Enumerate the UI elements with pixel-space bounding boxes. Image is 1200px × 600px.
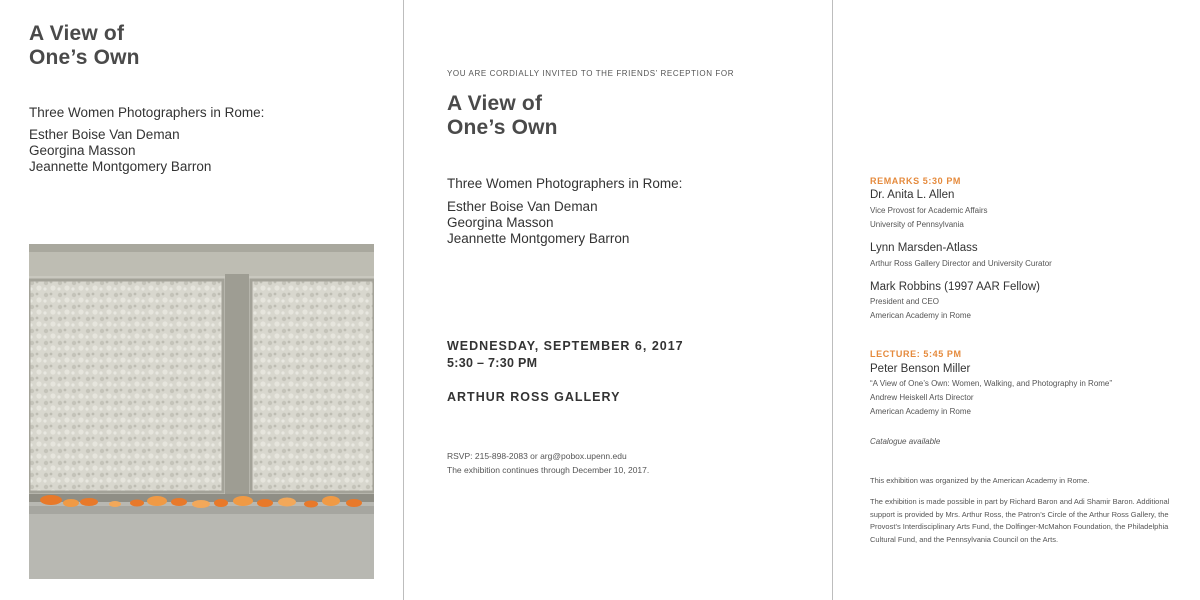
exhibition-title xyxy=(447,92,558,140)
exhibition-dates-line: The exhibition continues through December 10, 2017. xyxy=(447,465,650,475)
event-time: 5:30 – 7:30 PM xyxy=(447,356,538,370)
speaker-role: American Academy in Rome xyxy=(870,311,971,320)
speaker-roles xyxy=(870,295,1195,323)
exhibition-subtitle: Three Women Photographers in Rome: xyxy=(447,176,683,191)
lecturer-name: Peter Benson Miller xyxy=(870,363,971,375)
stone-block-right xyxy=(251,280,374,492)
invitation-panel xyxy=(403,0,832,600)
speaker-roles xyxy=(870,257,1195,271)
speaker-roles xyxy=(870,204,1195,232)
event-date: WEDNESDAY, SEPTEMBER 6, 2017 xyxy=(447,339,684,353)
speaker-role: President and CEO xyxy=(870,297,939,306)
lecturer-role: Andrew Heiskell Arts Director xyxy=(870,393,974,402)
remarks-heading: REMARKS 5:30 PM xyxy=(870,176,962,186)
mortar-joint xyxy=(225,274,249,498)
lecturer-role: American Academy in Rome xyxy=(870,407,971,416)
program-panel xyxy=(832,0,1200,600)
cover-photographer-list xyxy=(29,127,211,175)
cover-title xyxy=(29,22,140,70)
cover-title-line: One’s Own xyxy=(29,46,140,69)
catalogue-note: Catalogue available xyxy=(870,437,941,446)
speaker-role: University of Pennsylvania xyxy=(870,220,964,229)
invitation-line: YOU ARE CORDIALLY INVITED TO THE FRIENDS’ RECEPTION FOR xyxy=(447,69,735,78)
stone-block-left xyxy=(29,280,223,492)
cover-photograph xyxy=(29,244,374,579)
lecture-title: “A View of One’s Own: Women, Walking, and Photography in Rome” xyxy=(870,379,1113,388)
speaker-role: Arthur Ross Gallery Director and University Curator xyxy=(870,259,1052,268)
photographer-list xyxy=(447,199,629,247)
rsvp-line: RSVP: 215-898-2083 or arg@pobox.upenn.edu xyxy=(447,451,627,461)
event-venue: ARTHUR ROSS GALLERY xyxy=(447,390,621,404)
photographer-name: Esther Boise Van Deman xyxy=(447,199,598,214)
photographer-name: Esther Boise Van Deman xyxy=(29,127,180,142)
photographer-name: Georgina Masson xyxy=(447,215,554,230)
lecturer-roles xyxy=(870,377,1195,419)
support-credits: The exhibition is made possible in part by Richard Baron and Adi Shamir Baron. Additional support is provided by Mrs. Arthur Ross, the Patron’s Circle of the Arthur Ross Gallery, the Provost’s Interdisciplinary Arts Fund, the Dolfinger-McMahon Foundation, the Philadelphia Cultural Fund, and the Pennsylvania Council on the Arts. xyxy=(870,497,1170,544)
photographer-name: Jeannette Montgomery Barron xyxy=(29,159,212,174)
wall-top-edge xyxy=(29,244,374,252)
speaker-name: Lynn Marsden-Atlass xyxy=(870,242,978,254)
cover-title-line: A View of xyxy=(29,22,125,45)
photographer-name: Jeannette Montgomery Barron xyxy=(447,231,630,246)
photographer-name: Georgina Masson xyxy=(29,143,136,158)
speaker-role: Vice Provost for Academic Affairs xyxy=(870,206,988,215)
exhibition-title-line: A View of xyxy=(447,92,543,115)
cover-subtitle: Three Women Photographers in Rome: xyxy=(29,105,265,120)
cover-panel xyxy=(0,0,403,600)
speaker-name: Mark Robbins (1997 AAR Fellow) xyxy=(870,281,1041,293)
lecture-heading: LECTURE: 5:45 PM xyxy=(870,349,962,359)
rsvp-info xyxy=(447,449,649,477)
exhibition-title-line: One’s Own xyxy=(447,116,558,139)
speaker-name: Dr. Anita L. Allen xyxy=(870,189,955,201)
organizer-note: This exhibition was organized by the American Academy in Rome. xyxy=(870,476,1090,485)
